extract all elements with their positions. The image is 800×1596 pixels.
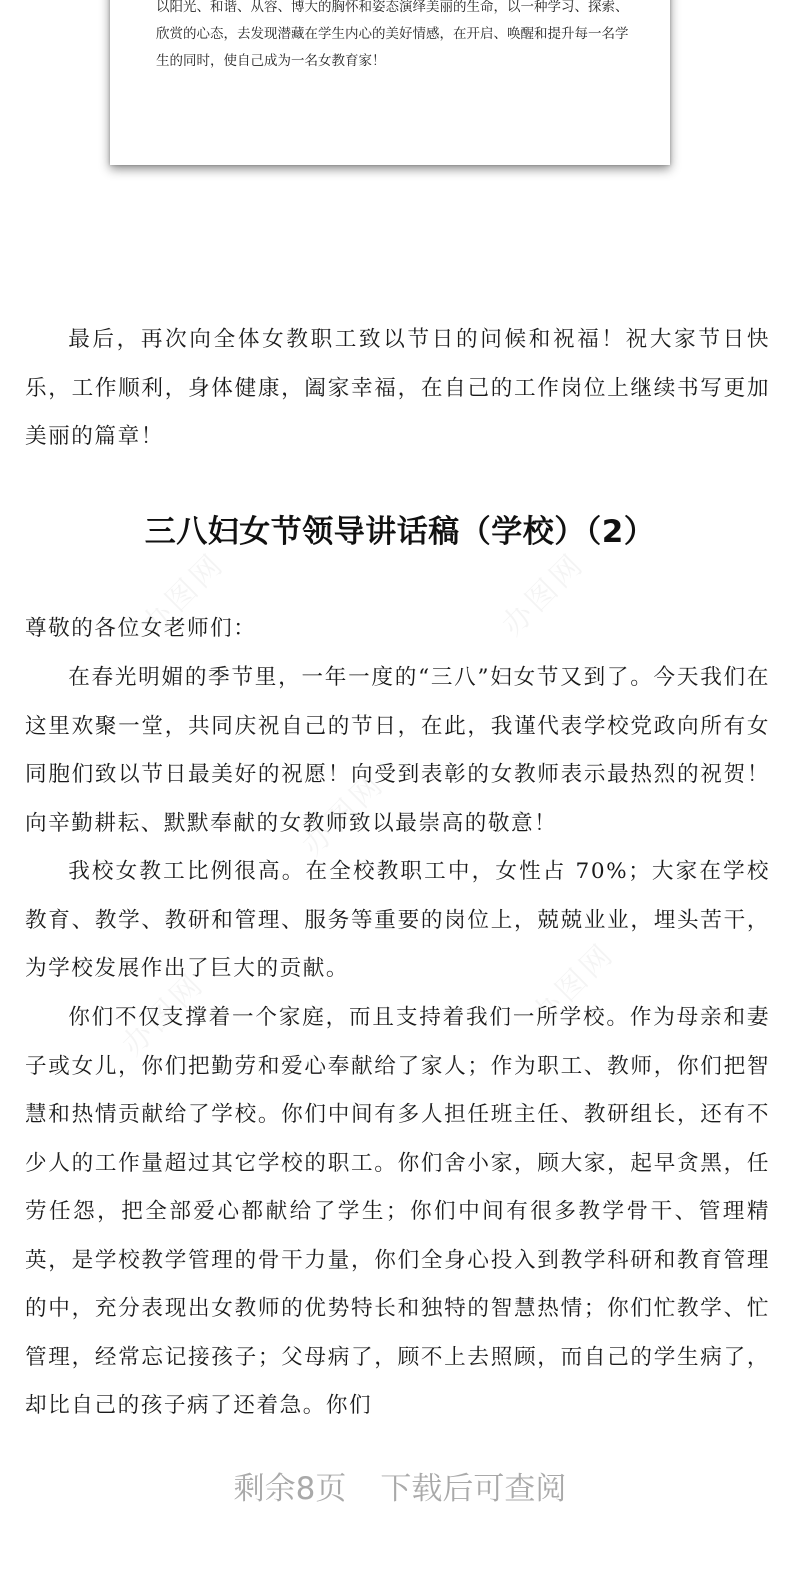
previous-page-text: 以阳光、和谐、从容、博大的胸怀和姿态演绎美丽的生命，以一种学习、探索、欣赏的心态，去发现潜藏在学生内心的美好情感，在开启、唤醒和提升每一名学生的同时，使自己成为一名女教育家！ <box>156 0 629 69</box>
remaining-pages-text: 剩余8页 <box>233 1471 347 1507</box>
download-hint-text: 下载后可查阅 <box>380 1471 567 1507</box>
download-prompt[interactable] <box>0 1464 800 1514</box>
document-title: 三八妇女节领导讲话稿（学校）（2） <box>144 514 656 550</box>
salutation: 尊敬的各位女老师们： <box>25 616 257 641</box>
body-paragraph: 你们不仅支撑着一个家庭，而且支持着我们一所学校。作为母亲和妻子或女儿，你们把勤劳和爱心奉献给了家人；作为职工、教师，你们把智慧和热情贡献给了学校。你们中间有多人担任班主任、教研组长，还有不少人的工作量超过其它学校的职工。你们舍小家，顾大家，起早贪黑，任劳任怨，把全部爱心都献给了学生；你们中间有很多教学骨干、管理精英，是学校教学管理的骨干力量，你们全身心投入到教学科研和教育管理的中，充分表现出女教师的优势特长和独特的智慧热情；你们忙教学、忙管理，经常忘记接孩子；父母病了，顾不上去照顾，而自己的学生病了，却比自己的孩子病了还着急。你们 <box>25 1005 770 1418</box>
previous-page-card <box>110 0 670 165</box>
body-paragraph: 在春光明媚的季节里，一年一度的“三八”妇女节又到了。今天我们在这里欢聚一堂，共同庆祝自己的节日，在此，我谨代表学校党政向所有女同胞们致以节日最美好的祝愿！向受到表彰的女教师表示最热烈的祝贺！向辛勤耕耘、默默奉献的女教师致以最崇高的敬意！ <box>25 665 770 836</box>
closing-paragraph: 最后，再次向全体女教职工致以节日的问候和祝福！祝大家节日快乐，工作顺利，身体健康，阖家幸福，在自己的工作岗位上继续书写更加美丽的篇章！ <box>25 327 770 449</box>
body-paragraph: 我校女教工比例很高。在全校教职工中，女性占 70%；大家在学校教育、教学、教研和管理、服务等重要的岗位上，兢兢业业，埋头苦干，为学校发展作出了巨大的贡献。 <box>25 859 770 981</box>
